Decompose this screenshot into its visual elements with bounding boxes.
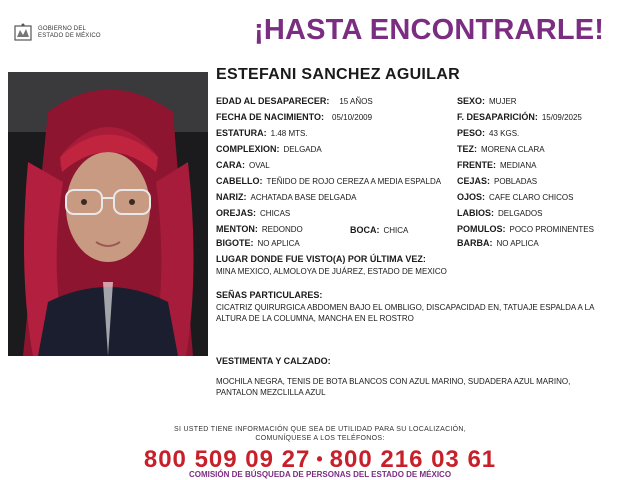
cara-label: CARA: [216, 160, 245, 170]
edad-value: 15 AÑOS [339, 97, 373, 106]
labios-label: LABIOS: [457, 208, 494, 218]
nariz-label: NARIZ: [216, 192, 247, 202]
orejas-label: OREJAS: [216, 208, 257, 218]
field-nariz [216, 192, 356, 203]
coat-of-arms-icon [12, 22, 34, 44]
pomulos-label: POMULOS: [457, 224, 506, 234]
field-bigote [216, 238, 300, 249]
government-logo [12, 22, 122, 44]
fnac-label: FECHA DE NACIMIENTO: [216, 112, 324, 122]
cejas-label: CEJAS: [457, 176, 491, 186]
vestimenta-title: VESTIMENTA Y CALZADO: [216, 356, 331, 366]
comision-name: COMISIÓN DE BÚSQUEDA DE PERSONAS DEL ESTADO DE MÉXICO [188, 470, 452, 479]
nariz-value: ACHATADA BASE DELGADA [250, 193, 357, 202]
bigote-value: NO APLICA [257, 239, 300, 248]
cejas-value: POBLADAS [494, 177, 538, 186]
field-cejas [457, 176, 537, 187]
fnac-value: 05/10/2009 [332, 113, 373, 122]
logo-line-2: ESTADO DE MÉXICO [38, 33, 101, 39]
frente-label: FRENTE: [457, 160, 496, 170]
peso-value: 43 KGS. [489, 129, 520, 138]
field-boca [350, 225, 408, 236]
field-pomulos [457, 224, 594, 235]
field-tez [457, 144, 545, 155]
complexion-label: COMPLEXION: [216, 144, 280, 154]
page-headline: ¡HASTA ENCONTRARLE! [254, 14, 605, 46]
menton-value: REDONDO [261, 225, 303, 234]
field-barba [457, 238, 539, 249]
field-frente [457, 160, 536, 171]
field-cara [216, 160, 270, 171]
bigote-label: BIGOTE: [216, 238, 254, 248]
ojos-value: CAFE CLARO CHICOS [489, 193, 574, 202]
fdes-label: F. DESAPARICIÓN: [457, 112, 538, 122]
boca-label: BOCA: [350, 225, 380, 235]
cara-value: OVAL [249, 161, 270, 170]
vestimenta-text: MOCHILA NEGRA, TENIS DE BOTA BLANCOS CON AZUL MARINO, SUDADERA AZUL MARINO, PANTALON MEZCLILLA AZUL [216, 377, 571, 397]
field-complexion [216, 144, 322, 155]
barba-value: NO APLICA [496, 239, 539, 248]
field-ojos [457, 192, 573, 203]
field-peso [457, 128, 519, 139]
field-estatura [216, 128, 308, 139]
field-fecha-nacimiento [216, 112, 372, 123]
labios-value: DELGADOS [498, 209, 543, 218]
complexion-value: DELGADA [283, 145, 322, 154]
peso-label: PESO: [457, 128, 486, 138]
menton-label: MENTON: [216, 224, 258, 234]
field-orejas [216, 208, 290, 219]
field-cabello [216, 176, 441, 187]
fdes-value: 15/09/2025 [541, 113, 582, 122]
cabello-value: TEÑIDO DE ROJO CEREZA A MEDIA ESPALDA [266, 177, 442, 186]
ojos-label: OJOS: [457, 192, 486, 202]
boca-value: CHICA [383, 226, 409, 235]
tez-label: TEZ: [457, 144, 477, 154]
cabello-label: CABELLO: [216, 176, 263, 186]
person-photo [8, 72, 208, 356]
estatura-value: 1.48 MTS. [270, 129, 308, 138]
contact-note-line-1: SI USTED TIENE INFORMACIÓN QUE SEA DE UTILIDAD PARA SU LOCALIZACIÓN, [173, 426, 467, 433]
field-sexo [457, 96, 517, 107]
field-menton [216, 224, 303, 235]
pomulos-value: POCO PROMINENTES [509, 225, 594, 234]
tez-value: MORENA CLARA [481, 145, 545, 154]
logo-line-1: GOBIERNO DEL [38, 26, 87, 32]
sexo-value: MUJER [489, 97, 517, 106]
senas-title: SEÑAS PARTICULARES: [216, 290, 323, 300]
estatura-label: ESTATURA: [216, 128, 267, 138]
phone-2[interactable]: 800 216 03 61 [329, 446, 497, 473]
field-fecha-desaparicion [457, 112, 582, 123]
phone-separator: • [316, 449, 324, 469]
field-edad [216, 96, 373, 107]
orejas-value: CHICAS [260, 209, 291, 218]
field-labios [457, 208, 542, 219]
senas-text: CICATRIZ QUIRURGICA ABDOMEN BAJO EL OMBLIGO, DISCAPACIDAD EN, TATUAJE ESPALDA A LA ALTURA DE LA COLUMNA, MANCHA EN EL ROSTRO [216, 303, 595, 323]
barba-label: BARBA: [457, 238, 493, 248]
contact-note-line-2: COMUNÍQUESE A LOS TELÉFONOS: [255, 435, 385, 442]
lugar-text: MINA MEXICO, ALMOLOYA DE JUÁREZ, ESTADO DE MEXICO [216, 267, 447, 276]
sexo-label: SEXO: [457, 96, 486, 106]
edad-label: EDAD AL DESAPARECER: [216, 96, 330, 106]
phone-1[interactable]: 800 509 09 27 [143, 446, 311, 473]
frente-value: MEDIANA [500, 161, 537, 170]
lugar-title: LUGAR DONDE FUE VISTO(A) POR ÚLTIMA VEZ: [216, 254, 426, 264]
person-name: ESTEFANI SANCHEZ AGUILAR [216, 66, 460, 83]
